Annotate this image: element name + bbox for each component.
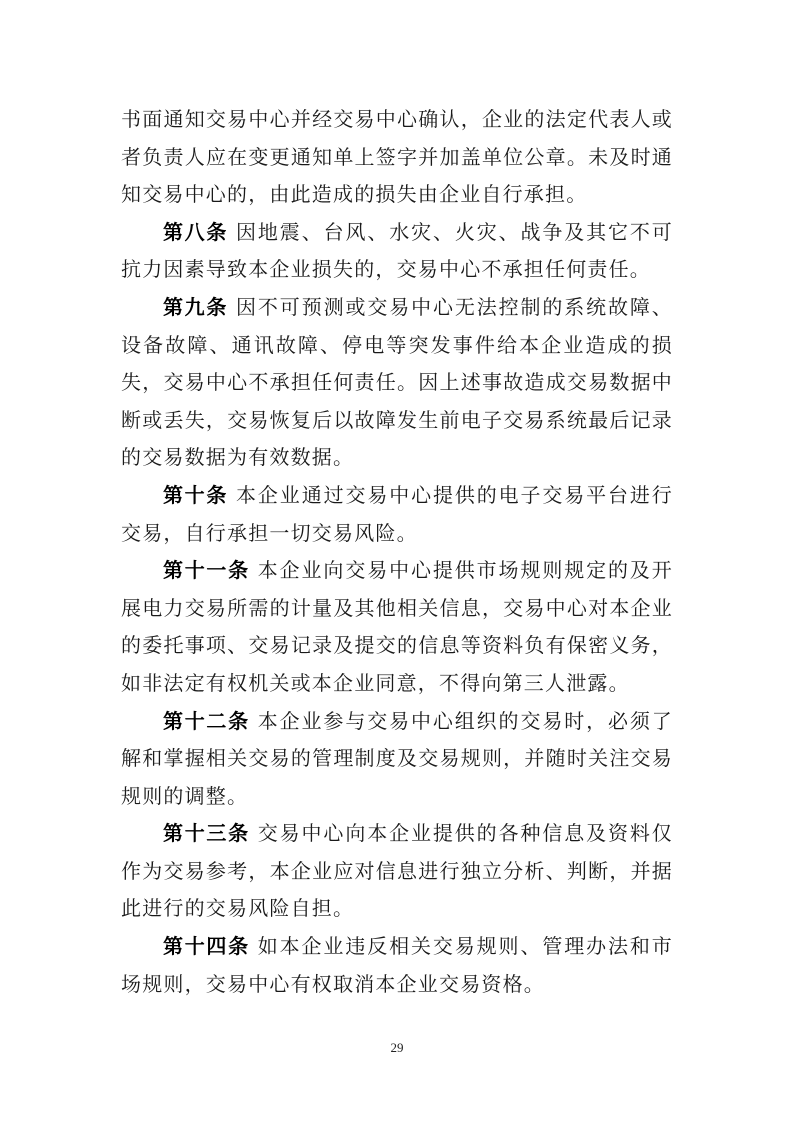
article-text: 因地震、台风、水灾、火灾、战争及其它不可抗力因素导致本企业损失的，交易中心不承担任何责任。 (121, 219, 674, 282)
article-label: 第十条 (163, 482, 229, 507)
article-label: 第十三条 (163, 821, 250, 846)
article-8 (121, 214, 673, 289)
article-label: 第十二条 (163, 708, 250, 733)
article-text: 因不可预测或交易中心无法控制的系统故障、设备故障、通讯故障、停电等突发事件给本企业造成的损失，交易中心不承担任何责任。因上述事故造成交易数据中断或丢失，交易恢复后以故障发生前电子交易系统最后记录的交易数据为有效数据。 (121, 294, 674, 470)
article-text: 本企业向交易中心提供市场规则规定的及开展电力交易所需的计量及其他相关信息，交易中心对本企业的委托事项、交易记录及提交的信息等资料负有保密义务，如非法定有权机关或本企业同意，不得向第三人泄露。 (121, 558, 673, 695)
article-text: 交易中心向本企业提供的各种信息及资料仅作为交易参考，本企业应对信息进行独立分析、判断，并据此进行的交易风险自担。 (121, 821, 673, 921)
article-text: 本企业参与交易中心组织的交易时，必须了解和掌握相关交易的管理制度及交易规则，并随时关注交易规则的调整。 (121, 708, 673, 808)
article-9 (121, 289, 673, 477)
continuation-paragraph (121, 101, 673, 214)
article-12 (121, 703, 673, 816)
article-label: 第十四条 (163, 934, 250, 959)
article-14 (121, 928, 673, 1003)
article-label: 第十一条 (163, 558, 250, 583)
article-label: 第九条 (163, 294, 229, 319)
article-text: 本企业通过交易中心提供的电子交易平台进行交易，自行承担一切交易风险。 (121, 482, 674, 545)
article-text: 如本企业违反相关交易规则、管理办法和市场规则，交易中心有权取消本企业交易资格。 (121, 934, 673, 996)
article-13 (121, 815, 673, 928)
article-label: 第八条 (163, 219, 229, 244)
article-10 (121, 477, 673, 552)
paragraph-text: 书面通知交易中心并经交易中心确认，企业的法定代表人或者负责人应在变更通知单上签字并加盖单位公章。未及时通知交易中心的，由此造成的损失由企业自行承担。 (121, 107, 673, 207)
page-number: 29 (390, 1040, 404, 1055)
document-page (121, 101, 673, 1003)
article-11 (121, 552, 673, 702)
